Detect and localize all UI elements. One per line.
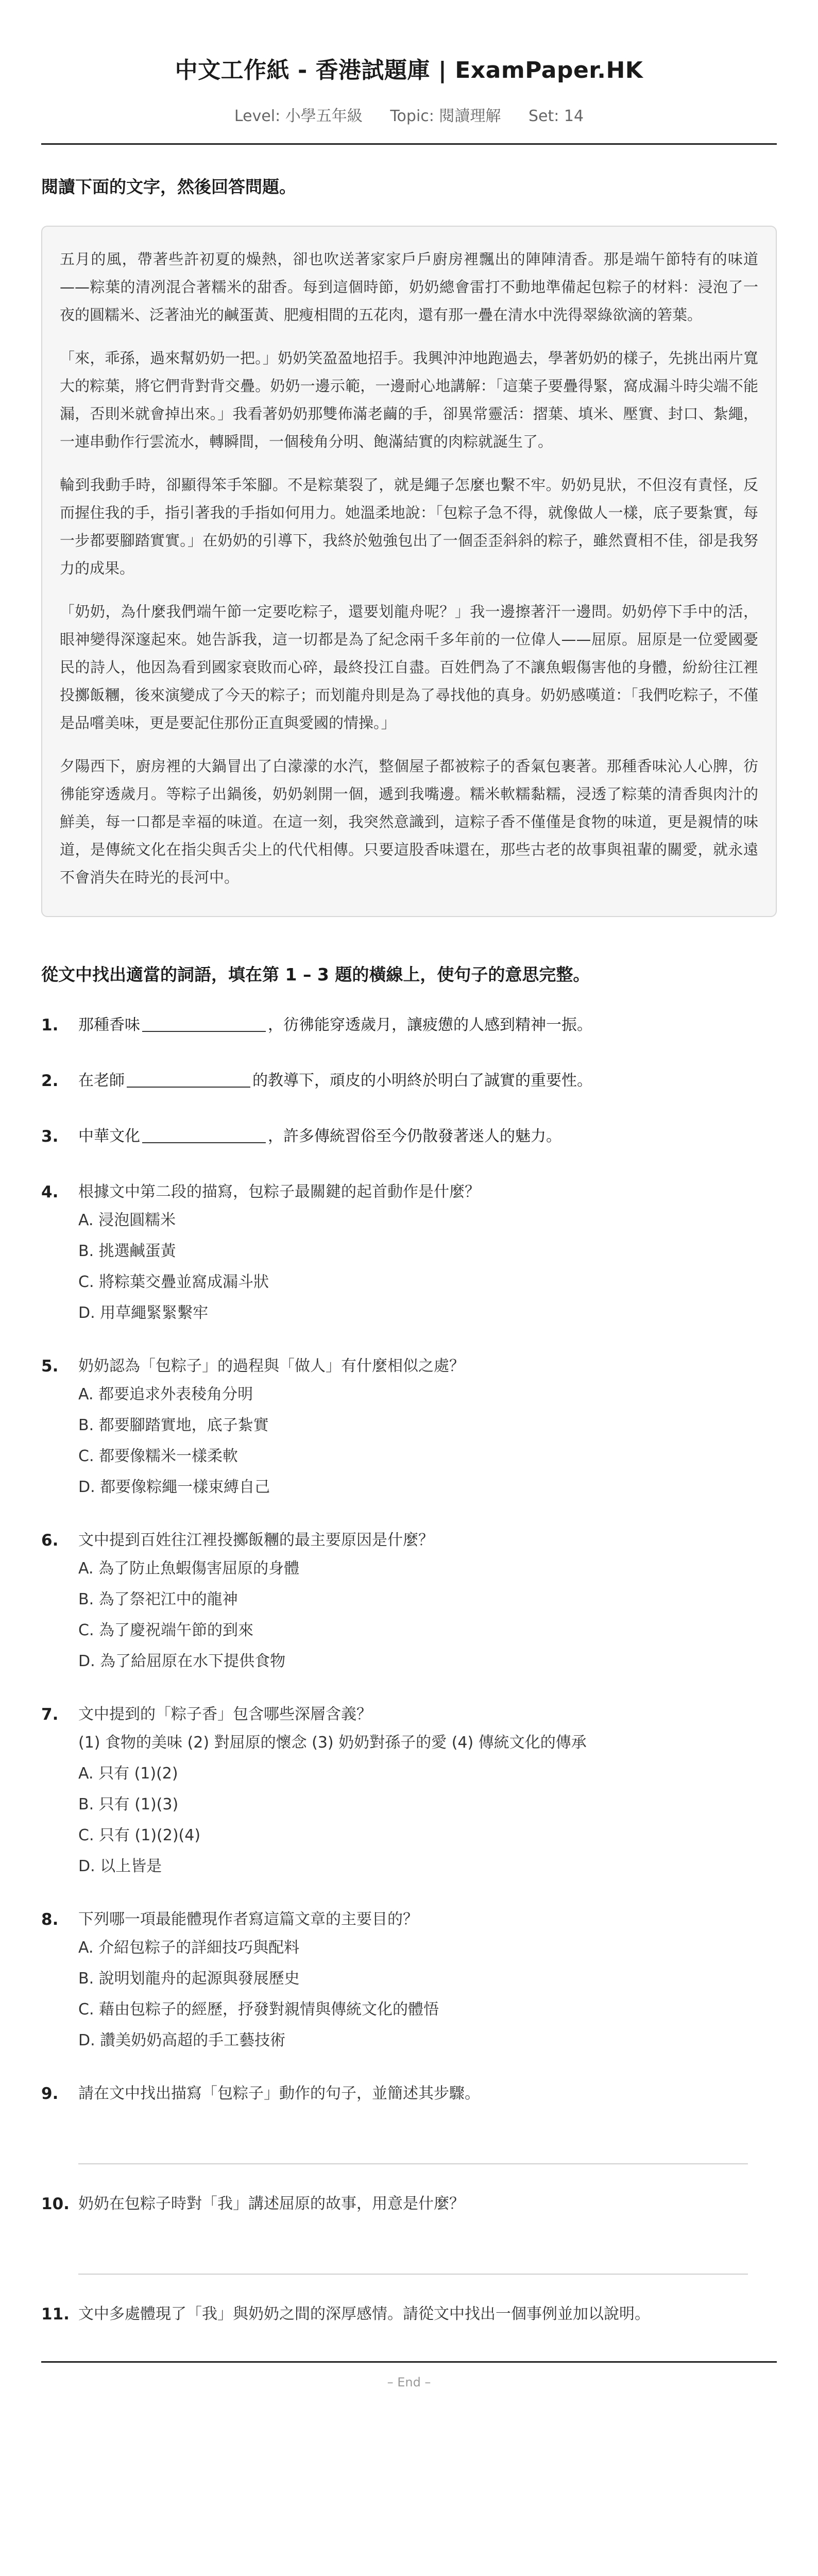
option-c[interactable]: C. 藉由包粽子的經歷，抒發對親情與傳統文化的體悟 [78,2001,439,2019]
question-text: 請在文中找出描寫「包粽子」動作的句子，並簡述其步驟。 [78,2084,480,2103]
question-text: 文中多處體現了「我」與奶奶之間的深厚感情。請從文中找出一個事例並加以說明。 [78,2305,650,2323]
option-a[interactable]: A. 浸泡圓糯米 [78,1211,176,1229]
option-d[interactable]: D. 都要像粽繩一樣束縛自己 [78,1478,270,1496]
worksheet-header [41,0,777,126]
option-b[interactable]: B. 為了祭祀江中的龍神 [78,1590,238,1608]
option-b[interactable]: B. 挑選鹹蛋黃 [78,1242,176,1260]
question-text: 根據文中第二段的描寫，包粽子最關鍵的起首動作是什麼？ [78,1183,480,1201]
question-number: 7. [41,1705,59,1724]
question-text: 中華文化 [78,1127,140,1145]
question-6 [41,1528,777,1677]
section-instruction: 從文中找出適當的詞語，填在第 1 – 3 題的橫線上，使句子的意思完整。 [41,964,590,985]
question-1 [41,1012,777,1038]
fill-blank[interactable] [142,1014,266,1032]
option-c[interactable]: C. 只有 (1)(2)(4) [78,1826,201,1844]
option-c[interactable]: C. 都要像糯米一樣柔軟 [78,1447,238,1465]
question-text: 下列哪一項最能體現作者寫這篇文章的主要目的？ [78,1910,418,1928]
fill-blank[interactable] [127,1070,250,1088]
topic-label: Topic: 閱讀理解 [390,107,501,125]
reading-passage [41,226,777,917]
question-number: 5. [41,1357,59,1376]
option-a[interactable]: A. 介紹包粽子的詳細技巧與配料 [78,1939,300,1957]
option-d[interactable]: D. 以上皆是 [78,1857,162,1875]
option-a[interactable]: A. 都要追求外表稜角分明 [78,1385,253,1403]
question-5 [41,1353,777,1503]
question-number: 4. [41,1183,59,1201]
question-2 [41,1068,777,1094]
end-marker: – End – [387,2375,431,2389]
header-divider [41,143,777,145]
question-text: ，彷彿能穿透歲月，讓疲憊的人感到精神一振。 [268,1016,592,1034]
question-statements: (1) 食物的美味 (2) 對屈原的懷念 (3) 奶奶對孫子的愛 (4) 傳統文化的傳承 [78,1734,587,1752]
option-b[interactable]: B. 只有 (1)(3) [78,1795,179,1814]
passage-paragraph: 「來，乖孫，過來幫奶奶一把。」奶奶笑盈盈地招手。我興沖沖地跑過去，學著奶奶的樣子，先挑出兩片寬大的粽葉，將它們背對背交疊。奶奶一邊示範，一邊耐心地講解：「這葉子要疊得緊，窩成漏斗時尖端不能漏，否則米就會掉出來。」我看著奶奶那雙佈滿老繭的手，卻異常靈活：摺葉、填米、壓實、封口、紮繩，一連串動作行雲流水，轉瞬間，一個稜角分明、飽滿結實的肉粽就誕生了。 [60,349,758,450]
question-text: 文中提到的「粽子香」包含哪些深層含義？ [78,1705,372,1723]
reading-instruction: 閱讀下面的文字，然後回答問題。 [41,177,296,197]
option-c[interactable]: C. 將粽葉交疊並窩成漏斗狀 [78,1273,269,1291]
question-text: 那種香味 [78,1016,140,1034]
question-7 [41,1702,777,1882]
question-9 [41,2081,777,2107]
question-text: 奶奶認為「包粽子」的過程與「做人」有什麼相似之處？ [78,1357,465,1375]
answer-line[interactable] [78,2274,748,2275]
question-3 [41,1124,777,1149]
question-text: 在老師 [78,1072,125,1090]
meta-line [41,103,777,126]
fill-blank[interactable] [142,1126,266,1143]
option-d[interactable]: D. 讚美奶奶高超的手工藝技術 [78,2031,286,2049]
page-title: 中文工作紙 - 香港試題庫 | ExamPaper.HK [175,57,643,83]
footer-divider [41,2361,777,2363]
question-text: ，許多傳統習俗至今仍散發著迷人的魅力。 [268,1127,561,1145]
set-label: Set: 14 [528,107,584,125]
question-number: 1. [41,1016,59,1035]
passage-paragraph: 輪到我動手時，卻顯得笨手笨腳。不是粽葉裂了，就是繩子怎麼也繫不牢。奶奶見狀，不但沒有責怪，反而握住我的手，指引著我的手指如何用力。她溫柔地說：「包粽子急不得，就像做人一樣，底子要紮實，每一步都要腳踏實實。」在奶奶的引導下，我終於勉強包出了一個歪歪斜斜的粽子，雖然賣相不佳，卻是我努力的成果。 [60,476,758,577]
option-d[interactable]: D. 用草繩緊緊繫牢 [78,1304,209,1322]
passage-paragraph: 夕陽西下，廚房裡的大鍋冒出了白濛濛的水汽，整個屋子都被粽子的香氣包裹著。那種香味沁人心脾，彷彿能穿透歲月。等粽子出鍋後，奶奶剝開一個，遞到我嘴邊。糯米軟糯黏糯，浸透了粽葉的清香與肉汁的鮮美，每一口都是幸福的味道。在這一刻，我突然意識到，這粽子香不僅僅是食物的味道，更是親情的味道，是傳統文化在指尖與舌尖上的代代相傳。只要這股香味還在，那些古老的故事與祖輩的關愛，就永遠不會消失在時光的長河中。 [60,757,758,886]
question-8 [41,1907,777,2056]
option-a[interactable]: A. 只有 (1)(2) [78,1765,178,1783]
question-number: 3. [41,1127,59,1146]
answer-line[interactable] [78,2163,748,2164]
question-text: 的教導下，頑皮的小明終於明白了誠實的重要性。 [252,1072,592,1090]
passage-paragraph: 五月的風，帶著些許初夏的燥熱，卻也吹送著家家戶戶廚房裡飄出的陣陣清香。那是端午節特有的味道——粽葉的清冽混合著糯米的甜香。每到這個時節，奶奶總會雷打不動地準備起包粽子的材料：浸泡了一夜的圓糯米、泛著油光的鹹蛋黃、肥瘦相間的五花肉，還有那一疊在清水中洗得翠綠欲滴的箬葉。 [60,250,758,324]
question-number: 6. [41,1531,59,1550]
passage-paragraph: 「奶奶，為什麼我們端午節一定要吃粽子，還要划龍舟呢？」我一邊擦著汗一邊問。奶奶停下手中的活，眼神變得深邃起來。她告訴我，這一切都是為了紀念兩千多年前的一位偉人——屈原。屈原是一位愛國憂民的詩人，他因為看到國家衰敗而心碎，最終投江自盡。百姓們為了不讓魚蝦傷害他的身體，紛紛往江裡投擲飯糰，後來演變成了今天的粽子；而划龍舟則是為了尋找他的真身。奶奶感嘆道：「我們吃粽子，不僅是品嚐美味，更是要記住那份正直與愛國的情操。」 [60,603,758,732]
question-text: 文中提到百姓往江裡投擲飯糰的最主要原因是什麼？ [78,1531,434,1549]
question-number: 11. [41,2305,70,2324]
question-10 [41,2191,777,2217]
level-label: Level: 小學五年級 [234,107,363,125]
question-number: 2. [41,1072,59,1090]
question-text: 奶奶在包粽子時對「我」講述屈原的故事，用意是什麼？ [78,2195,465,2213]
question-number: 8. [41,1910,59,1929]
question-11 [41,2301,777,2327]
question-number: 10. [41,2195,70,2213]
option-a[interactable]: A. 為了防止魚蝦傷害屈原的身體 [78,1560,300,1578]
option-b[interactable]: B. 說明划龍舟的起源與發展歷史 [78,1970,300,1988]
option-d[interactable]: D. 為了給屈原在水下提供食物 [78,1652,286,1670]
question-4 [41,1179,777,1329]
worksheet-page [41,0,777,2389]
option-b[interactable]: B. 都要腳踏實地，底子紮實 [78,1416,269,1434]
option-c[interactable]: C. 為了慶祝端午節的到來 [78,1621,254,1639]
question-number: 9. [41,2084,59,2103]
